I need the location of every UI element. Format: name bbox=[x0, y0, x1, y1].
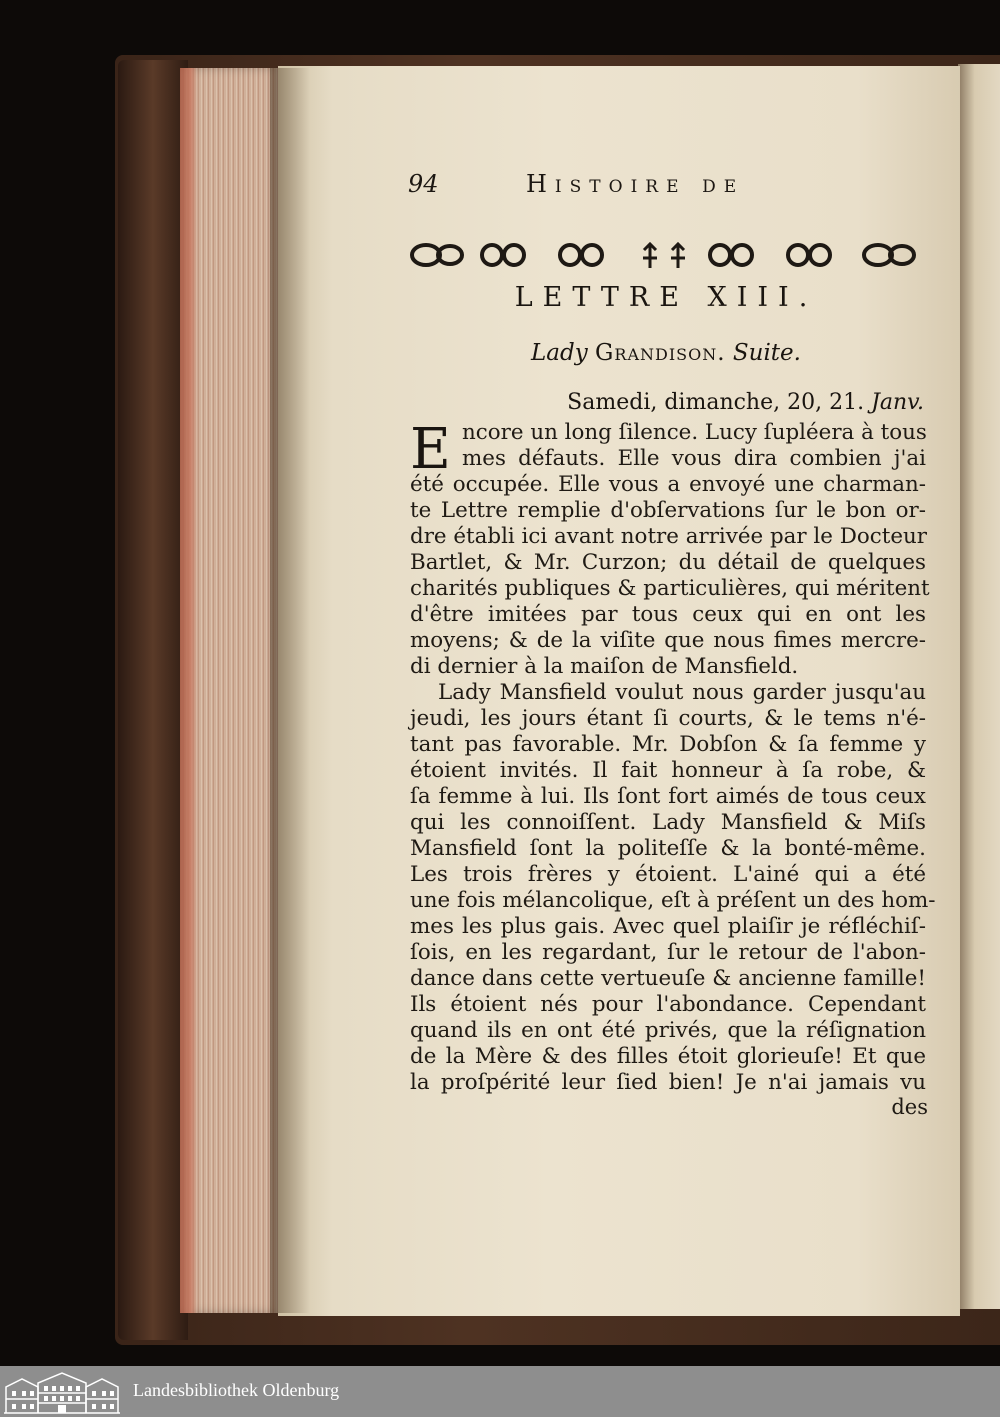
ornament-motif-left bbox=[412, 245, 462, 265]
ornament-motif-right bbox=[864, 245, 914, 265]
letter-title: LETTRE XIII. bbox=[514, 282, 818, 313]
running-header bbox=[408, 170, 928, 206]
text-line: qui les connoiſſent. Lady Mansfield & Miſs bbox=[410, 810, 926, 835]
catchword: des bbox=[891, 1095, 928, 1119]
body-text bbox=[410, 417, 936, 1096]
text-line: Bartlet, & Mr. Curzon; du détail de quelques bbox=[410, 550, 926, 575]
text-line: moyens; & de la viſite que nous fimes mercre- bbox=[410, 628, 926, 653]
dateline-month: Janv. bbox=[871, 390, 924, 415]
text-line: Lady Mansfield voulut nous garder jusqu'au bbox=[438, 680, 926, 705]
dateline-text: Samedi, dimanche, 20, 21. bbox=[567, 390, 865, 415]
text-line: été occupée. Elle vous a envoyé une charman- bbox=[410, 472, 926, 497]
page-number: 94 bbox=[408, 170, 439, 198]
text-line: ſa femme à lui. Ils ſont fort aimés de tous ceux bbox=[410, 784, 926, 809]
text-line: charités publiques & particulières, qui méritent bbox=[410, 576, 930, 601]
facing-page-edge bbox=[958, 64, 1000, 1309]
book-spine bbox=[118, 60, 188, 1340]
dateline bbox=[567, 390, 924, 415]
text-line: Mansfield ſont la politeſſe & la bonté-même. bbox=[410, 836, 926, 861]
text-line: dre établi ici avant notre arrivée par le Docteur bbox=[410, 524, 927, 549]
text-line: quand ils en ont été privés, que la réſignation bbox=[410, 1018, 926, 1043]
letter-subtitle bbox=[408, 340, 924, 366]
subtitle-name: Grandison. bbox=[595, 340, 726, 366]
library-name[interactable]: Landesbibliothek Oldenburg bbox=[133, 1380, 340, 1400]
text-line: tant pas favorable. Mr. Dobſon & ſa femme y bbox=[410, 732, 926, 757]
text-line: une fois mélancolique, eſt à préſent un des hom- bbox=[410, 888, 936, 913]
text-line: te Lettre remplie d'obſervations ſur le bon or- bbox=[410, 498, 926, 523]
text-line: ſois, en les regardant, ſur le retour de l'abon- bbox=[410, 940, 926, 965]
text-line: étoient invités. Il fait honneur à ſa robe, & bbox=[410, 758, 926, 783]
text-line: di dernier à la maiſon de Mansfield. bbox=[410, 654, 799, 679]
page-edges bbox=[180, 68, 280, 1313]
subtitle-suite: Suite. bbox=[732, 340, 801, 366]
text-line: mes les plus gais. Avec quel plaiſir je réfléchiſ- bbox=[410, 914, 926, 939]
text-line: d'être imitées par tous ceux qui en ont les bbox=[410, 602, 926, 627]
text-line: la proſpérité leur ſied bien! Je n'ai jamais vu bbox=[410, 1070, 926, 1095]
footer-bar bbox=[0, 1366, 1000, 1417]
page-gutter-shadow bbox=[270, 68, 310, 1313]
library-building-logo bbox=[2, 1369, 122, 1415]
text-line: Ils étoient nés pour l'abondance. Cependant bbox=[410, 992, 926, 1017]
text-line: de la Mère & des filles étoit glorieuſe! Et que bbox=[410, 1044, 926, 1069]
ornament-band bbox=[408, 240, 924, 270]
text-line: ncore un long ſilence. Lucy ſupléera à tous bbox=[462, 420, 927, 445]
text-line: dance dans cette vertueuſe & ancienne famille! bbox=[410, 966, 926, 991]
text-line: mes défauts. Elle vous dira combien j'ai bbox=[462, 446, 926, 471]
text-line: jeudi, les jours étant ſi courts, & le tems n'é- bbox=[410, 706, 926, 731]
text-line: Les trois frères y étoient. L'ainé qui a été bbox=[410, 862, 926, 887]
running-head-title: Histoire de bbox=[526, 170, 745, 198]
drop-cap: E bbox=[410, 417, 451, 482]
subtitle-lady: Lady bbox=[531, 340, 588, 366]
